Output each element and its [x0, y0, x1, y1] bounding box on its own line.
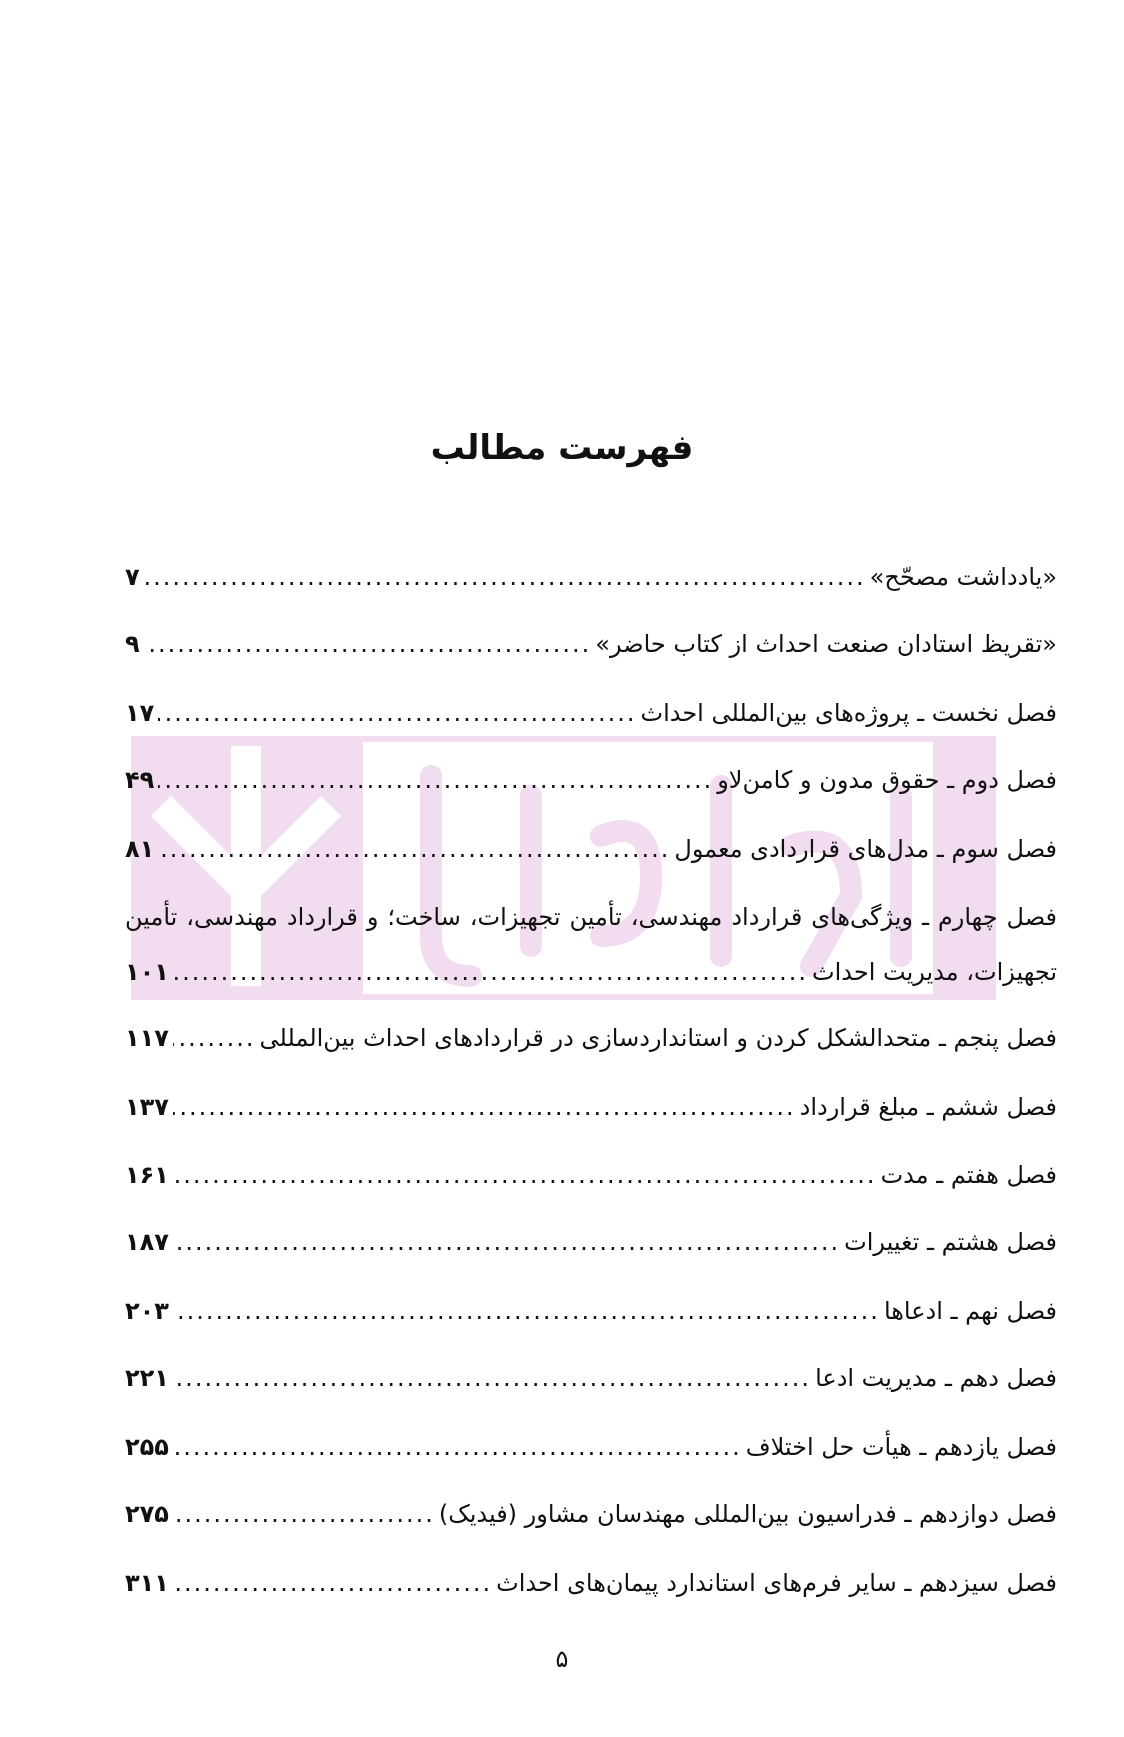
- toc-entry: [125, 1363, 1057, 1393]
- leader-dots: [173, 1296, 880, 1326]
- leader-dots: [173, 1363, 811, 1393]
- leader-dots: [173, 1227, 840, 1257]
- entry-title: فصل هشتم ـ تغييرات: [844, 1228, 1057, 1256]
- leader-dots: [173, 1160, 877, 1190]
- toc-entry: [125, 698, 1057, 728]
- entry-page: ۱۳۷: [125, 1093, 169, 1121]
- entry-title: فصل نخست ـ پروژه‌های بين‌المللی احداث: [640, 699, 1057, 727]
- entry-page: ۴۹: [125, 766, 155, 794]
- entry-page: ۱۷: [125, 699, 155, 727]
- leader-dots: [173, 1432, 742, 1462]
- entry-page: ۲۵۵: [125, 1433, 169, 1461]
- toc-entry: [125, 1092, 1057, 1122]
- leader-dots: [173, 957, 808, 987]
- entry-page: ۲۲۱: [125, 1364, 169, 1392]
- entry-page: ۱۱۷: [125, 1024, 169, 1052]
- toc-entry: [125, 1499, 1057, 1529]
- leader-dots: [173, 1568, 492, 1598]
- entry-page: ۱۰۱: [125, 958, 169, 986]
- entry-title: فصل دوم ـ حقوق مدون و کامن‌لاو: [717, 766, 1057, 794]
- entry-title: فصل نهم ـ ادعاها: [883, 1297, 1057, 1325]
- entry-title: فصل دهم ـ مديريت ادعا: [815, 1364, 1057, 1392]
- entry-title: فصل دوازدهم ـ فدراسيون بين‌المللی مهندسان مشاور (فيديک): [438, 1500, 1057, 1528]
- entry-page: ۱۶۱: [125, 1161, 169, 1189]
- toc-entry: [125, 1432, 1057, 1462]
- leader-dots: [173, 1499, 435, 1529]
- entry-page: ۱۸۷: [125, 1228, 169, 1256]
- leader-dots: [144, 629, 592, 659]
- leader-dots: [158, 834, 670, 864]
- entry-title: فصل هفتم ـ مدت: [880, 1161, 1057, 1189]
- toc-entry: [125, 765, 1057, 795]
- toc-entry: [125, 1568, 1057, 1598]
- entry-page: ۲۰۳: [125, 1297, 169, 1325]
- page-number: ۵: [555, 1645, 569, 1673]
- entry-title: فصل يازدهم ـ هيأت حل اختلاف: [745, 1433, 1057, 1461]
- entry-page: ۲۷۵: [125, 1500, 169, 1528]
- entry-title: فصل سوم ـ مدل‌های قراردادی معمول: [674, 835, 1057, 863]
- toc-entry: [125, 957, 1057, 987]
- entry-title: «تقريظ استادان صنعت احداث از کتاب حاضر»: [595, 630, 1057, 658]
- page-title: فهرست مطالب: [430, 428, 694, 468]
- entry-page: ۹: [125, 630, 140, 658]
- entry-title-line1: فصل چهارم ـ ويژگی‌های قرارداد مهندسی، تأمين تجهيزات، ساخت؛ و قرارداد مهندسی، تأمين: [125, 903, 1057, 931]
- entry-title: تجهيزات، مديريت احداث: [812, 958, 1057, 986]
- entry-title: فصل ششم ـ مبلغ قرارداد: [799, 1093, 1057, 1121]
- leader-dots: [144, 562, 866, 592]
- toc-entry: [125, 1160, 1057, 1190]
- leader-dots: [173, 1023, 256, 1053]
- toc-entry: [125, 1023, 1057, 1053]
- leader-dots: [158, 698, 636, 728]
- entry-title: فصل سيزدهم ـ ساير فرم‌های استاندارد پيمان‌های احداث: [496, 1569, 1057, 1597]
- toc-entry: [125, 562, 1057, 592]
- leader-dots: [173, 1092, 796, 1122]
- toc-entry: [125, 834, 1057, 864]
- entry-page: ۳۱۱: [125, 1569, 169, 1597]
- entry-page: ۸۱: [125, 835, 155, 863]
- entry-title: «يادداشت مصحّح»: [869, 563, 1057, 591]
- toc-entry: [125, 1227, 1057, 1257]
- entry-title: فصل پنجم ـ متحدالشکل کردن و استانداردسازی در قراردادهای احداث بين‌المللی: [259, 1024, 1057, 1052]
- toc-entry: [125, 1296, 1057, 1326]
- entry-page: ۷: [125, 563, 140, 591]
- leader-dots: [158, 765, 713, 795]
- toc-entry: [125, 629, 1057, 659]
